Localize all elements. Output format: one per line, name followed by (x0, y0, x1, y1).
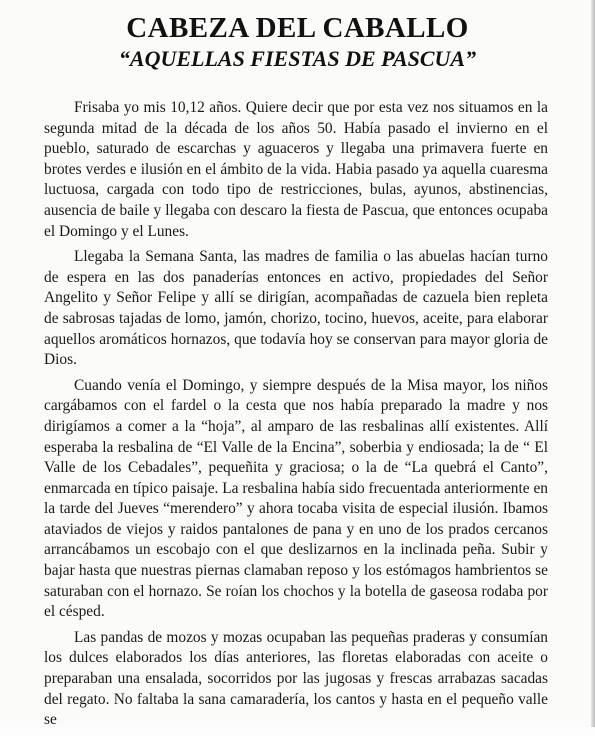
article-title: CABEZA DEL CABALLO (126, 12, 469, 44)
paragraph-2: Llegaba la Semana Santa, las madres de familia o las abuelas hacían turno de espera en las dos panaderías entonces en activo, propiedades del Señor Angelito y Señor Felipe y allí se dirigían, acompañadas de cazuela bien repleta de sabrosas tajadas de lomo, jamón, chorizo, tocino, huevos, aceite, para elaborar aquellos aromáticos hornazos, que todavía hoy se conservan para mayor gloria de Dios. (44, 248, 548, 369)
paragraph-4: Las pandas de mozos y mozas ocupaban las pequeñas praderas y consumían los dulces elaborados los días anteriores, las floretas elaboradas con aceite o preparaban una ensalada, socorridos por las jugosas y frescas arrabazas sacadas del regato. No faltaba la sana camaradería, los cantos y hasta en el pequeño valle se (44, 628, 548, 729)
scan-edge-shadow (591, 0, 595, 727)
paragraph-1: Frisaba yo mis 10,12 años. Quiere decir que por esta vez nos situamos en la segunda mitad de la década de los años 50. Había pasado el invierno en el pueblo, saturado de escarchas y aguaceros y llegaba una primavera fuerte en brotes verdes e ilusión en el ámbito de la vida. Habia pasado ya aquella cuaresma luctuosa, cargada con todo tipo de restricciones, bulas, ayunos, abstinencias, ausencia de baile y llegaba con descaro la fiesta de Pascua, que entonces ocupaba el Domingo y el Lunes. (44, 99, 548, 240)
article-subtitle: “AQUELLAS FIESTAS DE PASCUA” (118, 46, 477, 71)
paragraph-3: Cuando venía el Domingo, y siempre después de la Misa mayor, los niños cargábamos con el fardel o la cesta que nos había preparado la madre y nos dirigíamos a comer a la “hoja”, al amparo de las resbalinas allí existentes. Allí esperaba la resbalina de “El Valle de la Encina”, soberbia y endiosada; la de “ El Valle de los Cebadales”, pequeñita y graciosa; o la de “La quebrá el Canto”, enmarcada en típico paisaje. La resbalina había sido frecuentada anteriormente en la tarde del Jueves “merendero” y ahora tocaba visita de especial ilusión. Ibamos ataviados de viejos y raidos pantalones de pana y en uno de los prados cercanos arrancábamos un escobajo con el que deslizarnos en la inclinada peña. Subir y bajar hasta que nuestras piernas clamaban reposo y los estómagos hambrientos se saturaban con el hornazo. Se roían los chochos y la botella de gaseosa rodaba por el césped. (44, 376, 548, 621)
article-body (44, 98, 548, 736)
